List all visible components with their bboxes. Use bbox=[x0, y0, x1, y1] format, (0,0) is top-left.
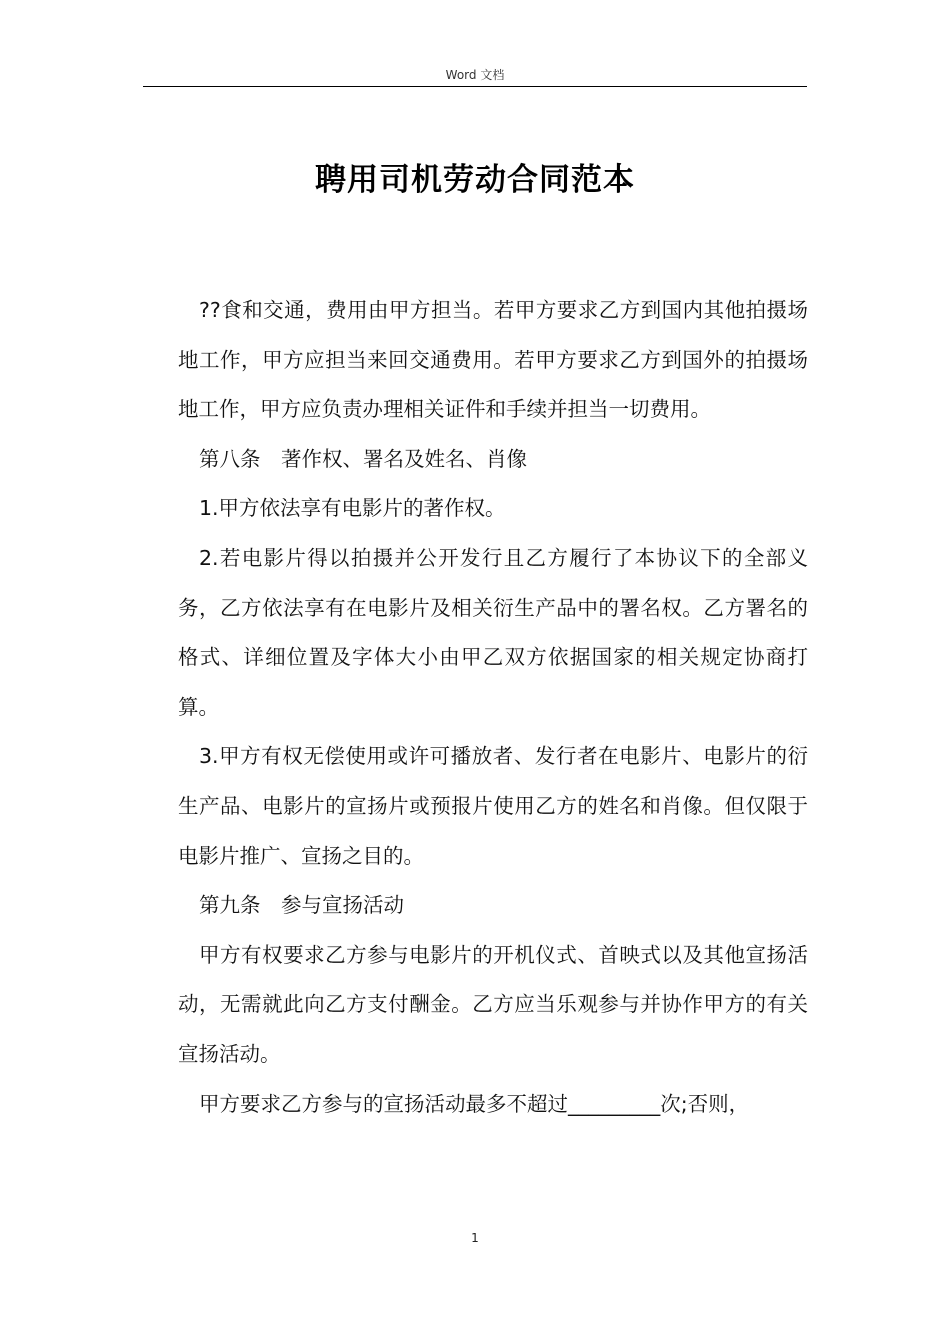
clause-8-1: 1.甲方依法享有电影片的著作权。 bbox=[199, 496, 506, 521]
body-paragraph: 甲方要求乙方参与的宣扬活动最多不超过_________次;否则， bbox=[199, 1091, 750, 1116]
section-heading-article-9: 第九条 参与宣扬活动 bbox=[199, 893, 404, 918]
clause-8-3: 3.甲方有权无偿使用或许可播放者、发行者在电影片、电影片的衍生产品、电影片的宣扬片或预报片使用乙方的姓名和肖像。但仅限于电影片推广、宣扬之目的。 bbox=[178, 744, 808, 868]
section-heading-article-8: 第八条 著作权、署名及姓名、肖像 bbox=[199, 446, 527, 471]
header-divider bbox=[143, 86, 807, 87]
document-body bbox=[178, 286, 808, 1129]
page-number: 1 bbox=[471, 1231, 479, 1245]
body-paragraph: 甲方有权要求乙方参与电影片的开机仪式、首映式以及其他宣扬活动，无需就此向乙方支付酬金。乙方应当乐观参与并协作甲方的有关宣扬活动。 bbox=[178, 942, 808, 1066]
clause-8-2: 2.若电影片得以拍摄并公开发行且乙方履行了本协议下的全部义务，乙方依法享有在电影片及相关衍生产品中的署名权。乙方署名的格式、详细位置及字体大小由甲乙双方依据国家的相关规定协商打算。 bbox=[178, 545, 808, 719]
page-header-label: Word 文档 bbox=[445, 68, 505, 82]
body-paragraph: ??食和交通，费用由甲方担当。若甲方要求乙方到国内其他拍摄场地工作，甲方应担当来回交通费用。若甲方要求乙方到国外的拍摄场地工作，甲方应负责办理相关证件和手续并担当一切费用。 bbox=[178, 298, 808, 422]
document-title: 聘用司机劳动合同范本 bbox=[315, 162, 635, 198]
